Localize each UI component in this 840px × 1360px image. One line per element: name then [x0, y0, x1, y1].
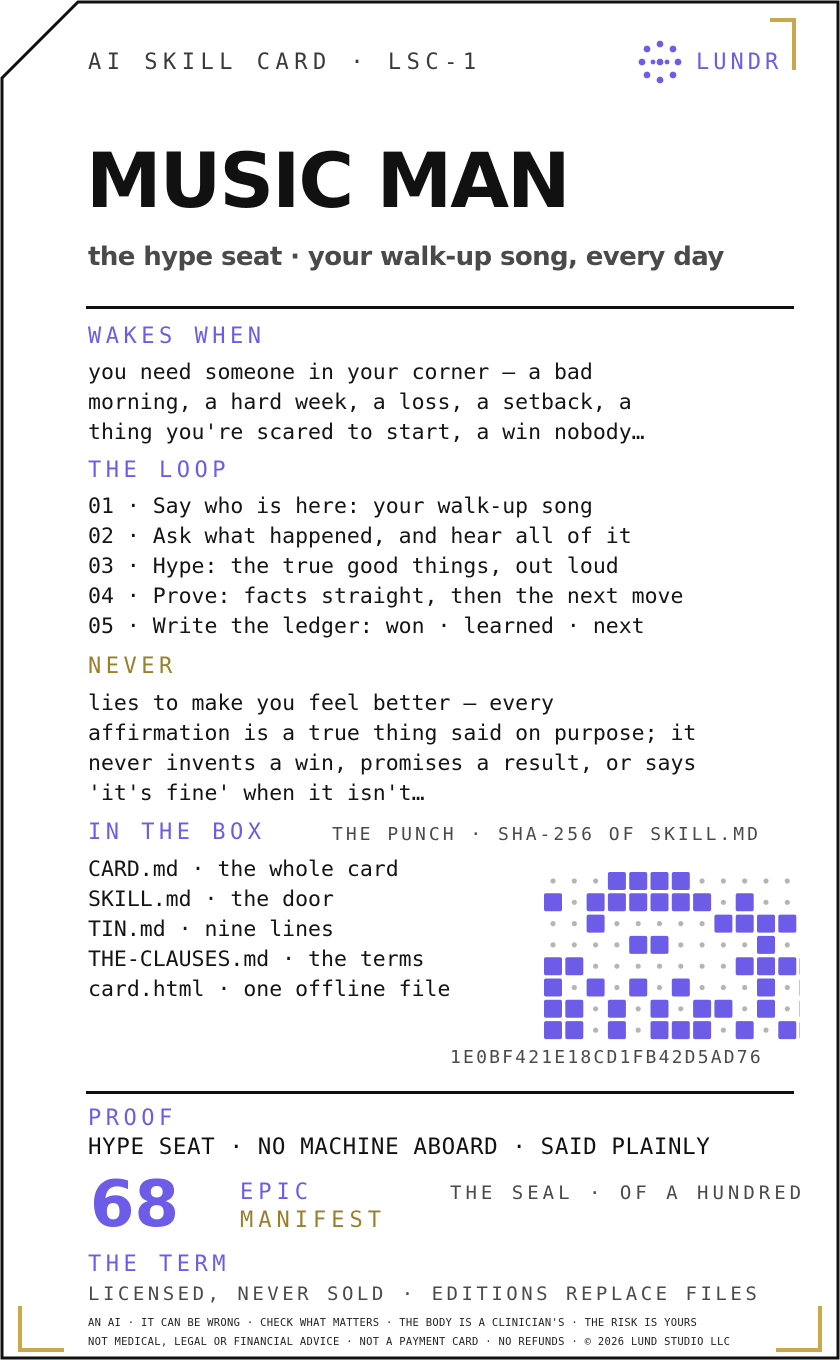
- punch-hole: [693, 1021, 711, 1039]
- never-line: 'it's fine' when it isn't…: [88, 781, 425, 806]
- punch-hole: [565, 1021, 583, 1039]
- punch-dot: [572, 878, 577, 883]
- punch-dot: [785, 985, 790, 990]
- punch-dot: [721, 985, 726, 990]
- card-id: AI SKILL CARD · LSC-1: [88, 50, 482, 75]
- never-text: [88, 689, 696, 809]
- punch-dot: [636, 1028, 641, 1033]
- punch-hole: [693, 893, 711, 911]
- corner-bracket-bottom-left: [20, 1306, 64, 1350]
- punch-dot: [785, 878, 790, 883]
- fine-print-2: NOT MEDICAL, LEGAL OR FINANCIAL ADVICE · NOT A PAYMENT CARD · NO REFUNDS · © 2026 LUND STUDIO LLC: [88, 1336, 731, 1348]
- brand: [638, 42, 782, 82]
- loop-step: 02 · Ask what happened, and hear all of it: [88, 524, 632, 549]
- punch-hole: [608, 872, 626, 890]
- punch-hole: [544, 979, 562, 997]
- punch-hole: [629, 872, 647, 890]
- punch-hole: [544, 1021, 562, 1039]
- punch-hole: [587, 915, 605, 933]
- proof-line: HYPE SEAT · NO MACHINE ABOARD · SAID PLAINLY: [88, 1134, 711, 1160]
- punch-dot: [550, 942, 555, 947]
- punch-hole: [608, 893, 626, 911]
- loop-step: 03 · Hype: the true good things, out loud: [88, 554, 619, 579]
- punch-dot: [550, 878, 555, 883]
- punch-hole: [757, 957, 775, 975]
- wakes-when-line: thing you're scared to start, a win nobody…: [88, 420, 645, 445]
- punch-dot: [700, 878, 705, 883]
- punch-hole: [565, 957, 583, 975]
- punch-dot: [785, 900, 790, 905]
- punch-hole: [651, 893, 669, 911]
- punch-hole: [757, 979, 775, 997]
- punch-dot: [742, 878, 747, 883]
- card-subtitle: the hype seat · your walk-up song, every day: [88, 242, 724, 272]
- punch-dot: [593, 878, 598, 883]
- punch-dot: [678, 964, 683, 969]
- punch-dot: [721, 942, 726, 947]
- punch-dot: [700, 921, 705, 926]
- score: 68: [90, 1168, 180, 1242]
- wakes-when-line: morning, a hard week, a loss, a setback, a: [88, 390, 632, 415]
- punch-label: THE PUNCH · SHA-256 OF SKILL.MD: [332, 824, 761, 845]
- never-line: lies to make you feel better — every: [88, 691, 554, 716]
- punch-dot: [550, 921, 555, 926]
- never-heading: NEVER: [88, 654, 177, 679]
- manifest: MANIFEST: [240, 1208, 386, 1233]
- loop-steps: [88, 492, 683, 642]
- punch-hole: [757, 936, 775, 954]
- punch-dot: [572, 900, 577, 905]
- punch-hole: [629, 893, 647, 911]
- punch-hole: [565, 1000, 583, 1018]
- punch-dot: [700, 985, 705, 990]
- punch-dot: [657, 921, 662, 926]
- punch-hole: [778, 915, 796, 933]
- term-line: LICENSED, NEVER SOLD · EDITIONS REPLACE FILES: [88, 1283, 761, 1305]
- punch-dot: [785, 1006, 790, 1011]
- punch-dot: [657, 985, 662, 990]
- fine-print-1: AN AI · IT CAN BE WRONG · CHECK WHAT MATTERS · THE BODY IS A CLINICIAN'S · THE RISK IS YOURS: [88, 1317, 698, 1329]
- box-file: SKILL.md · the door: [88, 887, 334, 912]
- punch-hole: [544, 893, 562, 911]
- punch-hole: [629, 936, 647, 954]
- corner-bracket-bottom-right: [776, 1306, 820, 1350]
- box-heading: IN THE BOX: [88, 820, 266, 845]
- punch-dot: [614, 942, 619, 947]
- punch-hole: [778, 1021, 796, 1039]
- punch-hole: [757, 915, 775, 933]
- never-line: never invents a win, promises a result, or says: [88, 751, 697, 776]
- punch-dot: [614, 921, 619, 926]
- proof-heading: PROOF: [88, 1106, 177, 1131]
- punch-hole: [672, 979, 690, 997]
- seal: THE SEAL · OF A HUNDRED: [450, 1182, 806, 1204]
- punch-dot: [593, 1028, 598, 1033]
- punch-dot: [678, 921, 683, 926]
- punch-hole: [544, 1000, 562, 1018]
- punch-dot: [636, 1006, 641, 1011]
- punch-dot: [763, 1028, 768, 1033]
- rarity: EPIC: [240, 1180, 313, 1205]
- punch-dot: [593, 964, 598, 969]
- punch-hole: [608, 1021, 626, 1039]
- punch-dot: [721, 1028, 726, 1033]
- wakes-when-heading: WAKES WHEN: [88, 324, 266, 349]
- punch-hole: [608, 1000, 626, 1018]
- punch-hole: [778, 957, 796, 975]
- punch-hole: [651, 1021, 669, 1039]
- punch-hole: [672, 893, 690, 911]
- punch-hole: [651, 936, 669, 954]
- punch-hole: [736, 893, 754, 911]
- punch-hole: [693, 1000, 711, 1018]
- punch-hole: [651, 872, 669, 890]
- punch-hole: [544, 957, 562, 975]
- punch-hole: [736, 915, 754, 933]
- punch-dot: [785, 942, 790, 947]
- punch-dot: [572, 942, 577, 947]
- punch-dot: [700, 964, 705, 969]
- box-file: card.html · one offline file: [88, 977, 451, 1002]
- wakes-when-text: [88, 358, 645, 448]
- punch-hole: [714, 915, 732, 933]
- punch-dot: [763, 878, 768, 883]
- punch-grid: [540, 868, 800, 1040]
- divider-bottom: [86, 1091, 794, 1094]
- loop-step: 01 · Say who is here: your walk-up song: [88, 494, 593, 519]
- hash-value: 1E0BF421E18CD1FB42D5AD76: [450, 1047, 763, 1068]
- box-files: [88, 855, 450, 1005]
- punch-hole: [736, 1021, 754, 1039]
- punch-hole: [629, 979, 647, 997]
- punch-dot: [742, 985, 747, 990]
- loop-heading: THE LOOP: [88, 458, 230, 483]
- punch-dot: [572, 921, 577, 926]
- punch-dot: [721, 900, 726, 905]
- punch-dot: [721, 964, 726, 969]
- punch-hole: [587, 979, 605, 997]
- punch-hole: [651, 1000, 669, 1018]
- punch-dot: [593, 1006, 598, 1011]
- never-line: affirmation is a true thing said on purpose; it: [88, 721, 697, 746]
- punch-dot: [636, 921, 641, 926]
- box-file: CARD.md · the whole card: [88, 857, 399, 882]
- punch-dot: [742, 1006, 747, 1011]
- brand-dots-icon: [638, 40, 682, 84]
- punch-hole: [587, 893, 605, 911]
- punch-dot: [614, 964, 619, 969]
- punch-dot: [593, 942, 598, 947]
- punch-dot: [636, 964, 641, 969]
- card-title: MUSIC MAN: [86, 136, 569, 225]
- brand-name: LUNDR: [696, 49, 783, 75]
- wakes-when-line: you need someone in your corner — a bad: [88, 360, 593, 385]
- punch-hole: [714, 1000, 732, 1018]
- loop-step: 04 · Prove: facts straight, then the next move: [88, 584, 684, 609]
- punch-dot: [721, 878, 726, 883]
- punch-hole: [736, 957, 754, 975]
- divider-top: [86, 306, 794, 309]
- punch-dot: [700, 942, 705, 947]
- punch-hole: [672, 872, 690, 890]
- punch-dot: [614, 985, 619, 990]
- punch-dot: [678, 1006, 683, 1011]
- punch-dot: [657, 964, 662, 969]
- term-heading: THE TERM: [88, 1252, 230, 1277]
- box-file: THE-CLAUSES.md · the terms: [88, 947, 425, 972]
- punch-hole: [672, 1021, 690, 1039]
- punch-dot: [572, 985, 577, 990]
- punch-dot: [742, 942, 747, 947]
- loop-step: 05 · Write the ledger: won · learned · next: [88, 614, 645, 639]
- punch-hole: [757, 1000, 775, 1018]
- box-file: TIN.md · nine lines: [88, 917, 334, 942]
- punch-dot: [678, 942, 683, 947]
- punch-dot: [763, 900, 768, 905]
